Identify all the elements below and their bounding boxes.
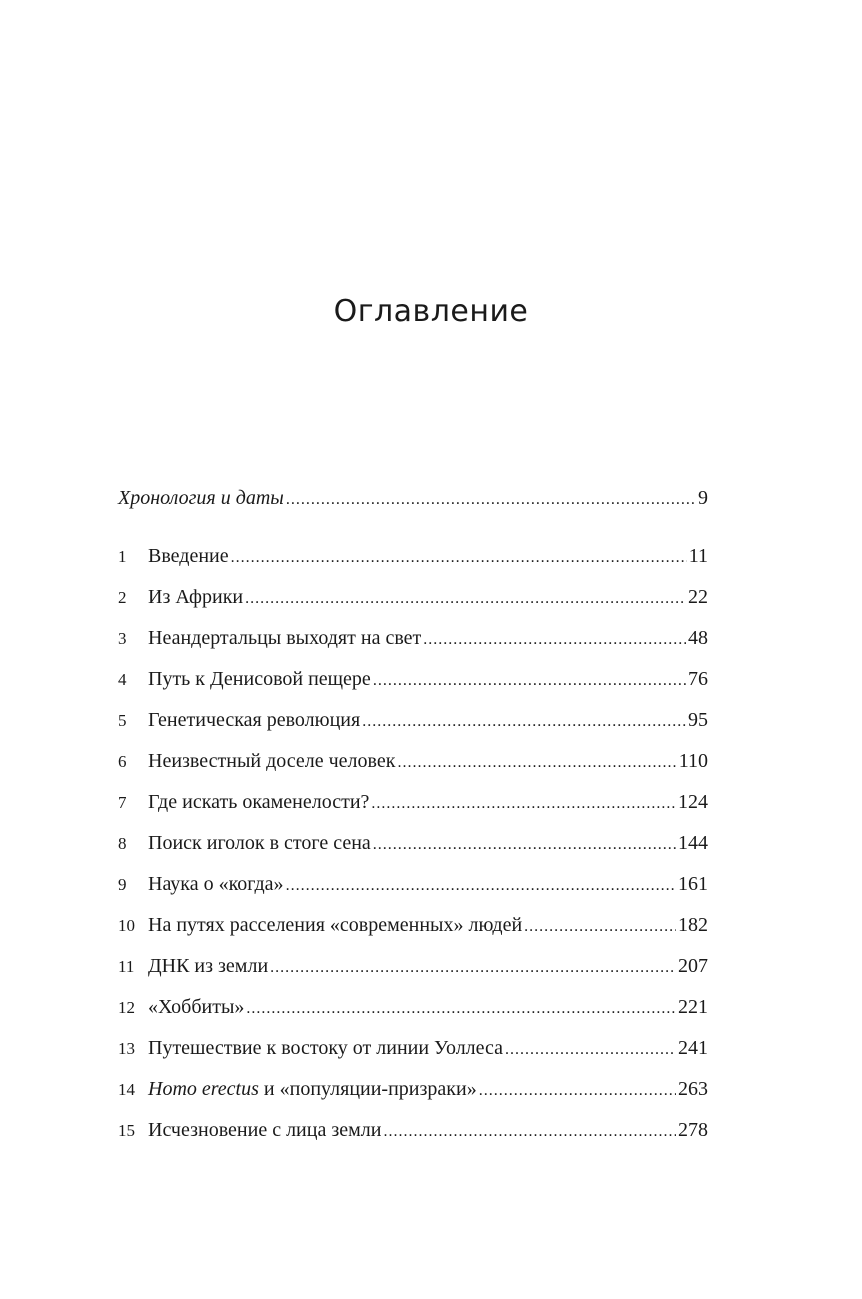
chapter-number: 7: [118, 793, 127, 812]
page-title: Оглавление: [333, 294, 529, 329]
chapter-page: 207: [678, 955, 708, 977]
dot-leader: [245, 585, 686, 613]
dot-leader: [371, 790, 676, 818]
dot-leader: [423, 626, 686, 654]
toc-entry-chapter-3[interactable]: [118, 624, 708, 652]
chapter-number: 10: [118, 916, 135, 935]
chapter-page: 161: [678, 873, 708, 895]
dot-leader: [383, 1118, 676, 1146]
chapter-number: 12: [118, 998, 135, 1017]
dot-leader: [246, 995, 676, 1023]
chapter-page: 182: [678, 914, 708, 936]
chapter-title: Введение: [148, 545, 229, 567]
chapter-page: 110: [678, 750, 708, 772]
chapter-number: 13: [118, 1039, 135, 1058]
chapter-number: 15: [118, 1121, 135, 1140]
toc-entry-chapter-8[interactable]: [118, 829, 708, 857]
chapter-title: На путях расселения «современных» людей: [148, 914, 523, 936]
dot-leader: [270, 954, 676, 982]
chapter-page: 95: [688, 709, 708, 731]
toc-entry-title: Хронология и даты: [118, 487, 284, 509]
chapter-number: 3: [118, 629, 127, 648]
dot-leader: [286, 486, 696, 514]
toc-entry-chapter-11[interactable]: [118, 952, 708, 980]
dot-leader: [373, 831, 676, 859]
toc-entry-chapter-4[interactable]: [118, 665, 708, 693]
toc-entry-chapter-5[interactable]: [118, 706, 708, 734]
toc-entry-chapter-6[interactable]: [118, 747, 708, 775]
chapter-number: 2: [118, 588, 127, 607]
chapter-title-rest: и «популяции-призраки»: [258, 1078, 477, 1100]
toc-entry-chapter-9[interactable]: [118, 870, 708, 898]
toc-entry-chapter-12[interactable]: [118, 993, 708, 1021]
chapter-page: 144: [678, 832, 708, 854]
dot-leader: [231, 544, 687, 572]
chapter-title: Неандертальцы выходят на свет: [148, 627, 422, 649]
chapter-title: Путешествие к востоку от линии Уоллеса: [148, 1037, 504, 1059]
dot-leader: [397, 749, 676, 777]
chapter-number: 14: [118, 1080, 135, 1099]
chapter-title: ДНК из земли: [148, 955, 269, 977]
chapter-number: 1: [118, 547, 127, 566]
chapter-title: Исчезновение с лица земли: [148, 1119, 382, 1141]
chapter-page: 48: [688, 627, 708, 649]
chapter-page: 22: [688, 586, 708, 608]
chapter-page: 263: [678, 1078, 708, 1100]
chapter-title: Генетическая революция: [148, 709, 361, 731]
toc-entry-chronology[interactable]: [118, 484, 708, 512]
dot-leader: [362, 708, 686, 736]
chapter-title: Путь к Денисовой пещере: [148, 668, 371, 690]
chapter-title: Наука о «когда»: [148, 873, 284, 895]
toc-entry-page: 9: [698, 487, 708, 509]
chapter-number: 5: [118, 711, 127, 730]
dot-leader: [524, 913, 676, 941]
chapter-title: Где искать окаменелости?: [148, 791, 370, 813]
chapter-page: 124: [678, 791, 708, 813]
chapter-number: 6: [118, 752, 127, 771]
dot-leader: [373, 667, 686, 695]
chapter-number: 8: [118, 834, 127, 853]
chapter-title: «Хоббиты»: [148, 996, 245, 1018]
dot-leader: [479, 1077, 676, 1105]
toc-entry-chapter-7[interactable]: [118, 788, 708, 816]
chapter-page: 76: [688, 668, 708, 690]
toc-entry-chapter-13[interactable]: [118, 1034, 708, 1062]
chapter-number: 9: [118, 875, 127, 894]
chapter-page: 11: [688, 545, 708, 567]
chapter-title: Поиск иголок в стоге сена: [148, 832, 371, 854]
chapter-title: [148, 1075, 477, 1103]
toc-entry-chapter-1[interactable]: [118, 542, 708, 570]
chapter-page: 241: [678, 1037, 708, 1059]
chapter-page: 221: [678, 996, 708, 1018]
dot-leader: [505, 1036, 676, 1064]
toc-entry-chapter-14[interactable]: [118, 1075, 708, 1103]
chapter-title: Из Африки: [148, 586, 244, 608]
toc-entry-chapter-15[interactable]: [118, 1116, 708, 1144]
dot-leader: [286, 872, 676, 900]
toc-entry-chapter-2[interactable]: [118, 583, 708, 611]
chapter-title-italic: Homo erectus: [148, 1078, 259, 1100]
chapter-page: 278: [678, 1119, 708, 1141]
toc-entry-chapter-10[interactable]: [118, 911, 708, 939]
chapter-title: Неизвестный доселе человек: [148, 750, 396, 772]
chapter-number: 4: [118, 670, 127, 689]
chapter-number: 11: [118, 957, 135, 976]
